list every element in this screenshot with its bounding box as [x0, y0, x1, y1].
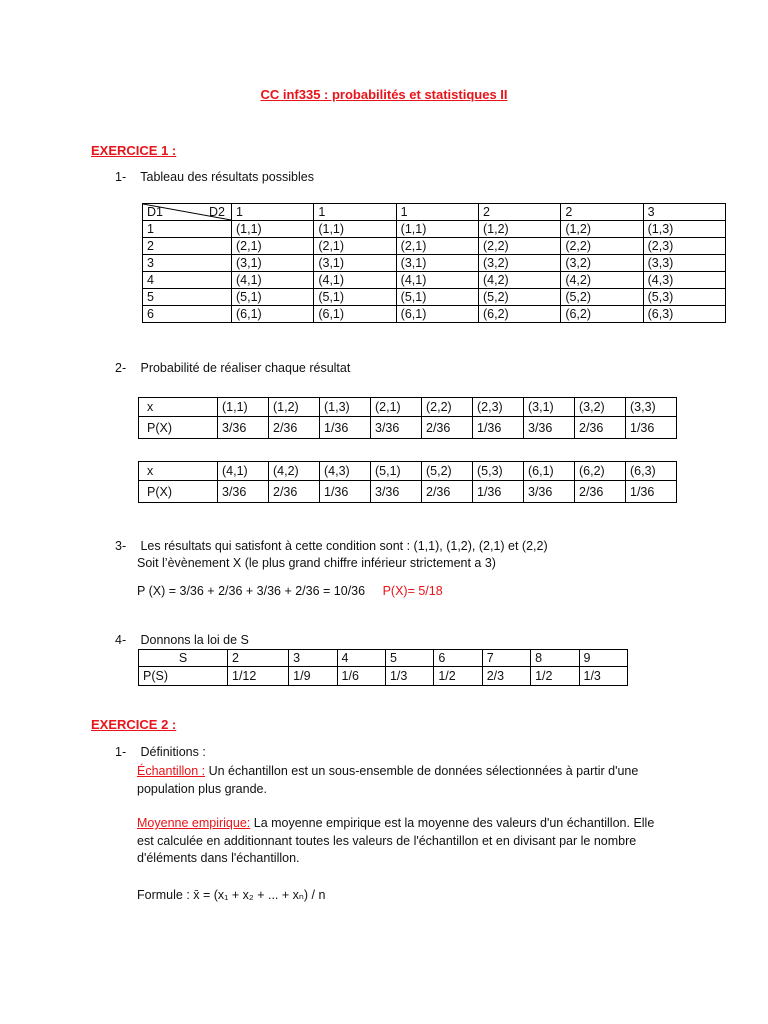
table-cell: 1/36 [626, 481, 677, 503]
row-label-cell: P(X) [139, 417, 218, 439]
table-row [143, 306, 726, 323]
table-cell: (4,1) [396, 272, 478, 289]
table-cell: (4,1) [232, 272, 314, 289]
table-cell: (5,2) [422, 462, 473, 481]
table-row [139, 481, 677, 503]
header-cell: 3 [643, 204, 725, 221]
table-cell: 1/3 [579, 667, 628, 686]
definition-term: Moyenne empirique: [137, 816, 251, 830]
question-2 [115, 361, 350, 375]
table-cell: (3,3) [626, 398, 677, 417]
table-cell: (4,2) [561, 272, 643, 289]
table-cell: (3,2) [575, 398, 626, 417]
formula-result: P(X)= 5/18 [382, 584, 443, 598]
table-cell: 6 [434, 650, 482, 667]
table-cell: (1,2) [478, 221, 560, 238]
table-cell: 4 [337, 650, 385, 667]
table-cell: 3/36 [524, 481, 575, 503]
row-label-cell: 3 [143, 255, 232, 272]
table-cell: (2,1) [314, 238, 396, 255]
question-text: Tableau des résultats possibles [140, 170, 314, 184]
table-cell: 3/36 [218, 481, 269, 503]
table-cell: (2,2) [561, 238, 643, 255]
table-row [143, 272, 726, 289]
page-title: CC inf335 : probabilités et statistiques II [260, 87, 508, 102]
question-3-line-2: Soit l’èvènement X (le plus grand chiffre inférieur strictement a 3) [137, 556, 496, 570]
ex2-question-1 [115, 745, 206, 759]
table-cell: (1,1) [218, 398, 269, 417]
table-row [139, 667, 628, 686]
table-cell: 2/36 [575, 417, 626, 439]
question-number: 1- [115, 745, 127, 759]
table-cell: (5,1) [314, 289, 396, 306]
table-cell: (6,1) [314, 306, 396, 323]
table-cell: (2,3) [643, 238, 725, 255]
table-cell: (1,1) [314, 221, 396, 238]
table-cell: 9 [579, 650, 628, 667]
table-cell: 7 [482, 650, 530, 667]
table-cell: (3,1) [396, 255, 478, 272]
question-4 [115, 633, 249, 647]
table-cell: 2/36 [575, 481, 626, 503]
header-cell: 1 [396, 204, 478, 221]
question-text: Définitions : [140, 745, 206, 759]
table-cell: (1,1) [232, 221, 314, 238]
row-label-cell: S [139, 650, 228, 667]
table-cell: (6,3) [626, 462, 677, 481]
table-cell: (3,2) [561, 255, 643, 272]
table-cell: (4,1) [314, 272, 396, 289]
table-cell: (5,1) [396, 289, 478, 306]
table-cell: 5 [385, 650, 433, 667]
definition-echantillon [137, 763, 667, 798]
table-cell: (4,2) [478, 272, 560, 289]
table-cell: (2,2) [422, 398, 473, 417]
table-header-row [143, 204, 726, 221]
row-label-cell: x [139, 462, 218, 481]
distribution-table [138, 649, 628, 686]
table-cell: 3 [289, 650, 337, 667]
table-cell: 1/2 [434, 667, 482, 686]
header-cell: 2 [561, 204, 643, 221]
table-cell: 2 [228, 650, 289, 667]
row-label-cell: P(X) [139, 481, 218, 503]
table-cell: 1/36 [320, 417, 371, 439]
table-cell: (3,1) [524, 398, 575, 417]
table-cell: 3/36 [218, 417, 269, 439]
definition-moyenne [137, 815, 667, 868]
question-number: 4- [115, 633, 127, 647]
question-text: Probabilité de réaliser chaque résultat [140, 361, 351, 375]
table-cell: 2/3 [482, 667, 530, 686]
table-cell: (2,2) [478, 238, 560, 255]
mean-formula: Formule : x̄ = (x₁ + x₂ + ... + xₙ) / n [137, 888, 326, 902]
table-cell: (3,2) [478, 255, 560, 272]
table-cell: (5,2) [478, 289, 560, 306]
table-cell: 1/3 [385, 667, 433, 686]
table-cell: (5,1) [371, 462, 422, 481]
header-cell: 1 [314, 204, 396, 221]
table-cell: (6,2) [478, 306, 560, 323]
probability-table-b [138, 461, 677, 503]
table-cell: 2/36 [269, 417, 320, 439]
header-cell: 1 [232, 204, 314, 221]
table-cell: 2/36 [422, 417, 473, 439]
question-number: 2- [115, 361, 127, 375]
definition-text: Un échantillon est un sous-ensemble de données sélectionnées à partir d'une population plus grande. [137, 764, 639, 796]
table-cell: (1,1) [396, 221, 478, 238]
question-1 [115, 170, 314, 184]
row-label-cell: 2 [143, 238, 232, 255]
row-label-cell: 1 [143, 221, 232, 238]
table-row [139, 398, 677, 417]
row-label-cell: 4 [143, 272, 232, 289]
table-cell: (4,2) [269, 462, 320, 481]
table-cell: (2,1) [232, 238, 314, 255]
probability-table-a [138, 397, 677, 439]
table-row [143, 238, 726, 255]
question-3 [115, 539, 548, 553]
definition-text: La moyenne empirique est la moyenne des valeurs d'un échantillon. Elle est calculée en additionnant toutes les valeurs de l'échantillon et en divisant par le nombre d'éléments dans l'échantillon. [137, 816, 655, 865]
question-number: 1- [115, 170, 127, 184]
table-cell: (6,2) [575, 462, 626, 481]
table-cell: (5,1) [232, 289, 314, 306]
table-cell: (1,3) [320, 398, 371, 417]
question-number: 3- [115, 539, 127, 553]
table-cell: (2,1) [371, 398, 422, 417]
corner-left-label: D1 [147, 205, 163, 219]
header-cell: 2 [478, 204, 560, 221]
table-cell: (1,3) [643, 221, 725, 238]
table-cell: (4,3) [320, 462, 371, 481]
row-label-cell: 6 [143, 306, 232, 323]
table-cell: (6,2) [561, 306, 643, 323]
table-cell: (1,2) [269, 398, 320, 417]
table-row [143, 289, 726, 306]
row-label-cell: P(S) [139, 667, 228, 686]
definition-term: Échantillon : [137, 764, 206, 778]
table-cell: (4,1) [218, 462, 269, 481]
table-cell: 8 [531, 650, 579, 667]
table-cell: 1/36 [473, 417, 524, 439]
table-cell: 1/36 [473, 481, 524, 503]
table-cell: (5,2) [561, 289, 643, 306]
table-cell: (3,3) [643, 255, 725, 272]
table-cell: (2,1) [396, 238, 478, 255]
corner-right-label: D2 [209, 205, 225, 219]
table-cell: 1/9 [289, 667, 337, 686]
table-row [139, 462, 677, 481]
table-cell: 2/36 [422, 481, 473, 503]
exercise-2-heading: EXERCICE 2 : [91, 717, 177, 732]
table-cell: 3/36 [371, 481, 422, 503]
table-cell: (6,1) [524, 462, 575, 481]
table-cell: 1/2 [531, 667, 579, 686]
row-label-cell: x [139, 398, 218, 417]
table-cell: (2,3) [473, 398, 524, 417]
table-cell: (6,1) [232, 306, 314, 323]
table-cell: (3,1) [232, 255, 314, 272]
table-row [143, 221, 726, 238]
table-cell: (5,3) [473, 462, 524, 481]
table-cell: (1,2) [561, 221, 643, 238]
question-3-formula [137, 584, 443, 598]
table-cell: 1/36 [626, 417, 677, 439]
exercise-1-heading: EXERCICE 1 : [91, 143, 177, 158]
table-cell: (3,1) [314, 255, 396, 272]
table-cell: 2/36 [269, 481, 320, 503]
outcomes-table [142, 203, 726, 323]
table-cell: (6,3) [643, 306, 725, 323]
table-row [143, 255, 726, 272]
corner-cell [143, 204, 232, 221]
table-cell: 3/36 [371, 417, 422, 439]
table-cell: (6,1) [396, 306, 478, 323]
table-cell: (5,3) [643, 289, 725, 306]
table-cell: 1/6 [337, 667, 385, 686]
table-row [139, 650, 628, 667]
table-cell: 3/36 [524, 417, 575, 439]
question-3-line-1: Les résultats qui satisfont à cette condition sont : (1,1), (1,2), (2,1) et (2,2) [140, 539, 548, 553]
table-cell: 1/36 [320, 481, 371, 503]
table-row [139, 417, 677, 439]
row-label-cell: 5 [143, 289, 232, 306]
table-cell: (4,3) [643, 272, 725, 289]
question-text: Donnons la loi de S [140, 633, 249, 647]
formula-text: P (X) = 3/36 + 2/36 + 3/36 + 2/36 = 10/36 [137, 584, 366, 598]
table-cell: 1/12 [228, 667, 289, 686]
